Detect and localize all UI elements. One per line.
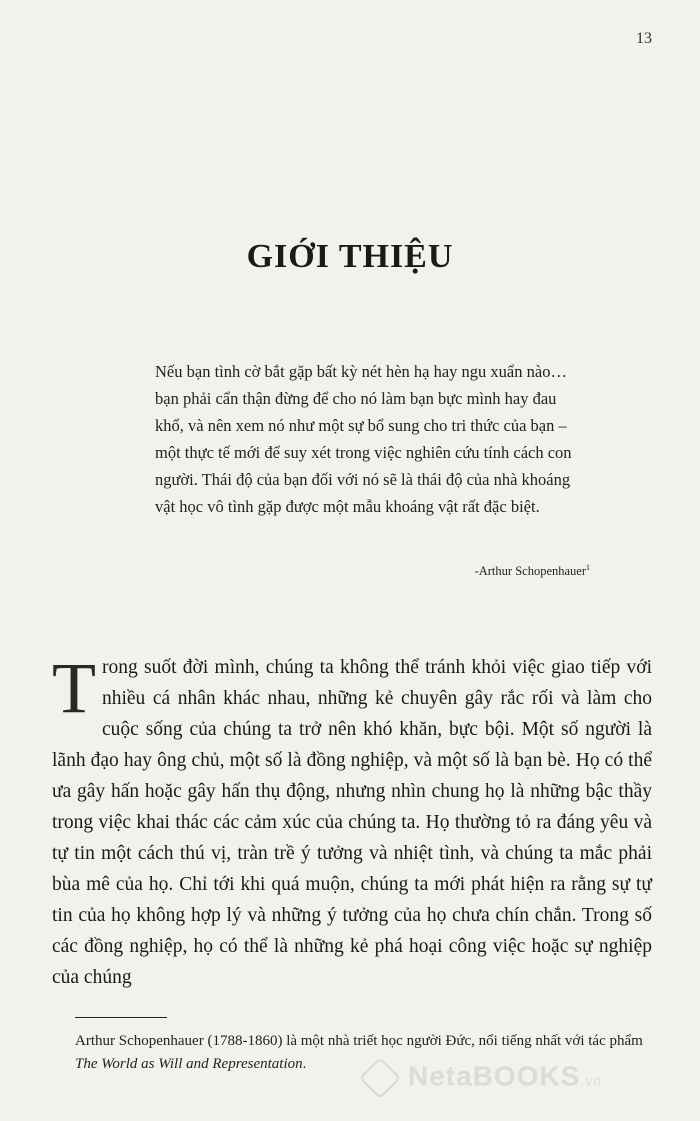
body-text: rong suốt đời mình, chúng ta không thể tránh khỏi việc giao tiếp với nhiều cá nhân khác nhau, những kẻ chuyên gây rắc rối và làm cho cuộc sống của chúng ta trở nên khó khăn, bực bội. Một số người là lãnh đạo hay ông chủ, một số là đồng nghiệp, và một số là bạn bè. Họ có thể ưa gây hấn hoặc gây hấn thụ động, nhưng nhìn chung họ là những bậc thầy trong việc khai thác các cảm xúc của chúng ta. Họ thường tỏ ra đáng yêu và tự tin một cách thú vị, tràn trề ý tưởng và nhiệt tình, và chúng ta mắc phải bùa mê của họ. Chỉ tới khi quá muộn, chúng ta mới phát hiện ra rằng sự tự tin của họ không hợp lý và những ý tưởng của họ chưa chín chắn. Trong số các đồng nghiệp, họ có thể là những kẻ phá hoại công việc hoặc sự nghiệp của chúng xyxy=(52,657,652,988)
watermark-brand: NetaBOOKS xyxy=(408,1060,581,1092)
book-logo-icon xyxy=(359,1057,401,1099)
chapter-title: GIỚI THIỆU xyxy=(246,238,454,275)
footnote-book-title: The World as Will and Representation xyxy=(75,1056,303,1072)
footnote-divider xyxy=(75,1017,167,1018)
drop-cap: T xyxy=(52,648,96,728)
footnote-end: . xyxy=(302,1056,307,1072)
epigraph-quote: Nếu bạn tình cờ bắt gặp bất kỳ nét hèn hạ hay ngu xuẩn nào… bạn phải cẩn thận đừng để cho nó làm bạn bực mình hay đau khổ, và nên xem nó như một sự bổ sung cho tri thức của bạn – một thực tế mới để suy xét trong việc nghiên cứu tính cách con người. Thái độ của bạn đối với nó sẽ là thái độ của nhà khoáng vật học vô tình gặp được một mẫu khoáng vật rất đặc biệt. xyxy=(155,362,572,516)
page-number: 13 xyxy=(636,30,652,47)
watermark xyxy=(360,1058,602,1098)
body-paragraph xyxy=(52,648,652,993)
watermark-suffix: .vn xyxy=(580,1072,603,1089)
footnote-text: Arthur Schopenhauer (1788-1860) là một nhà triết học người Đức, nổi tiếng nhất với tác phẩm xyxy=(75,1033,643,1049)
epigraph-author-name: -Arthur Schopenhauer xyxy=(474,564,586,579)
epigraph-author xyxy=(475,563,590,579)
footnote-mark: 1 xyxy=(586,563,590,572)
